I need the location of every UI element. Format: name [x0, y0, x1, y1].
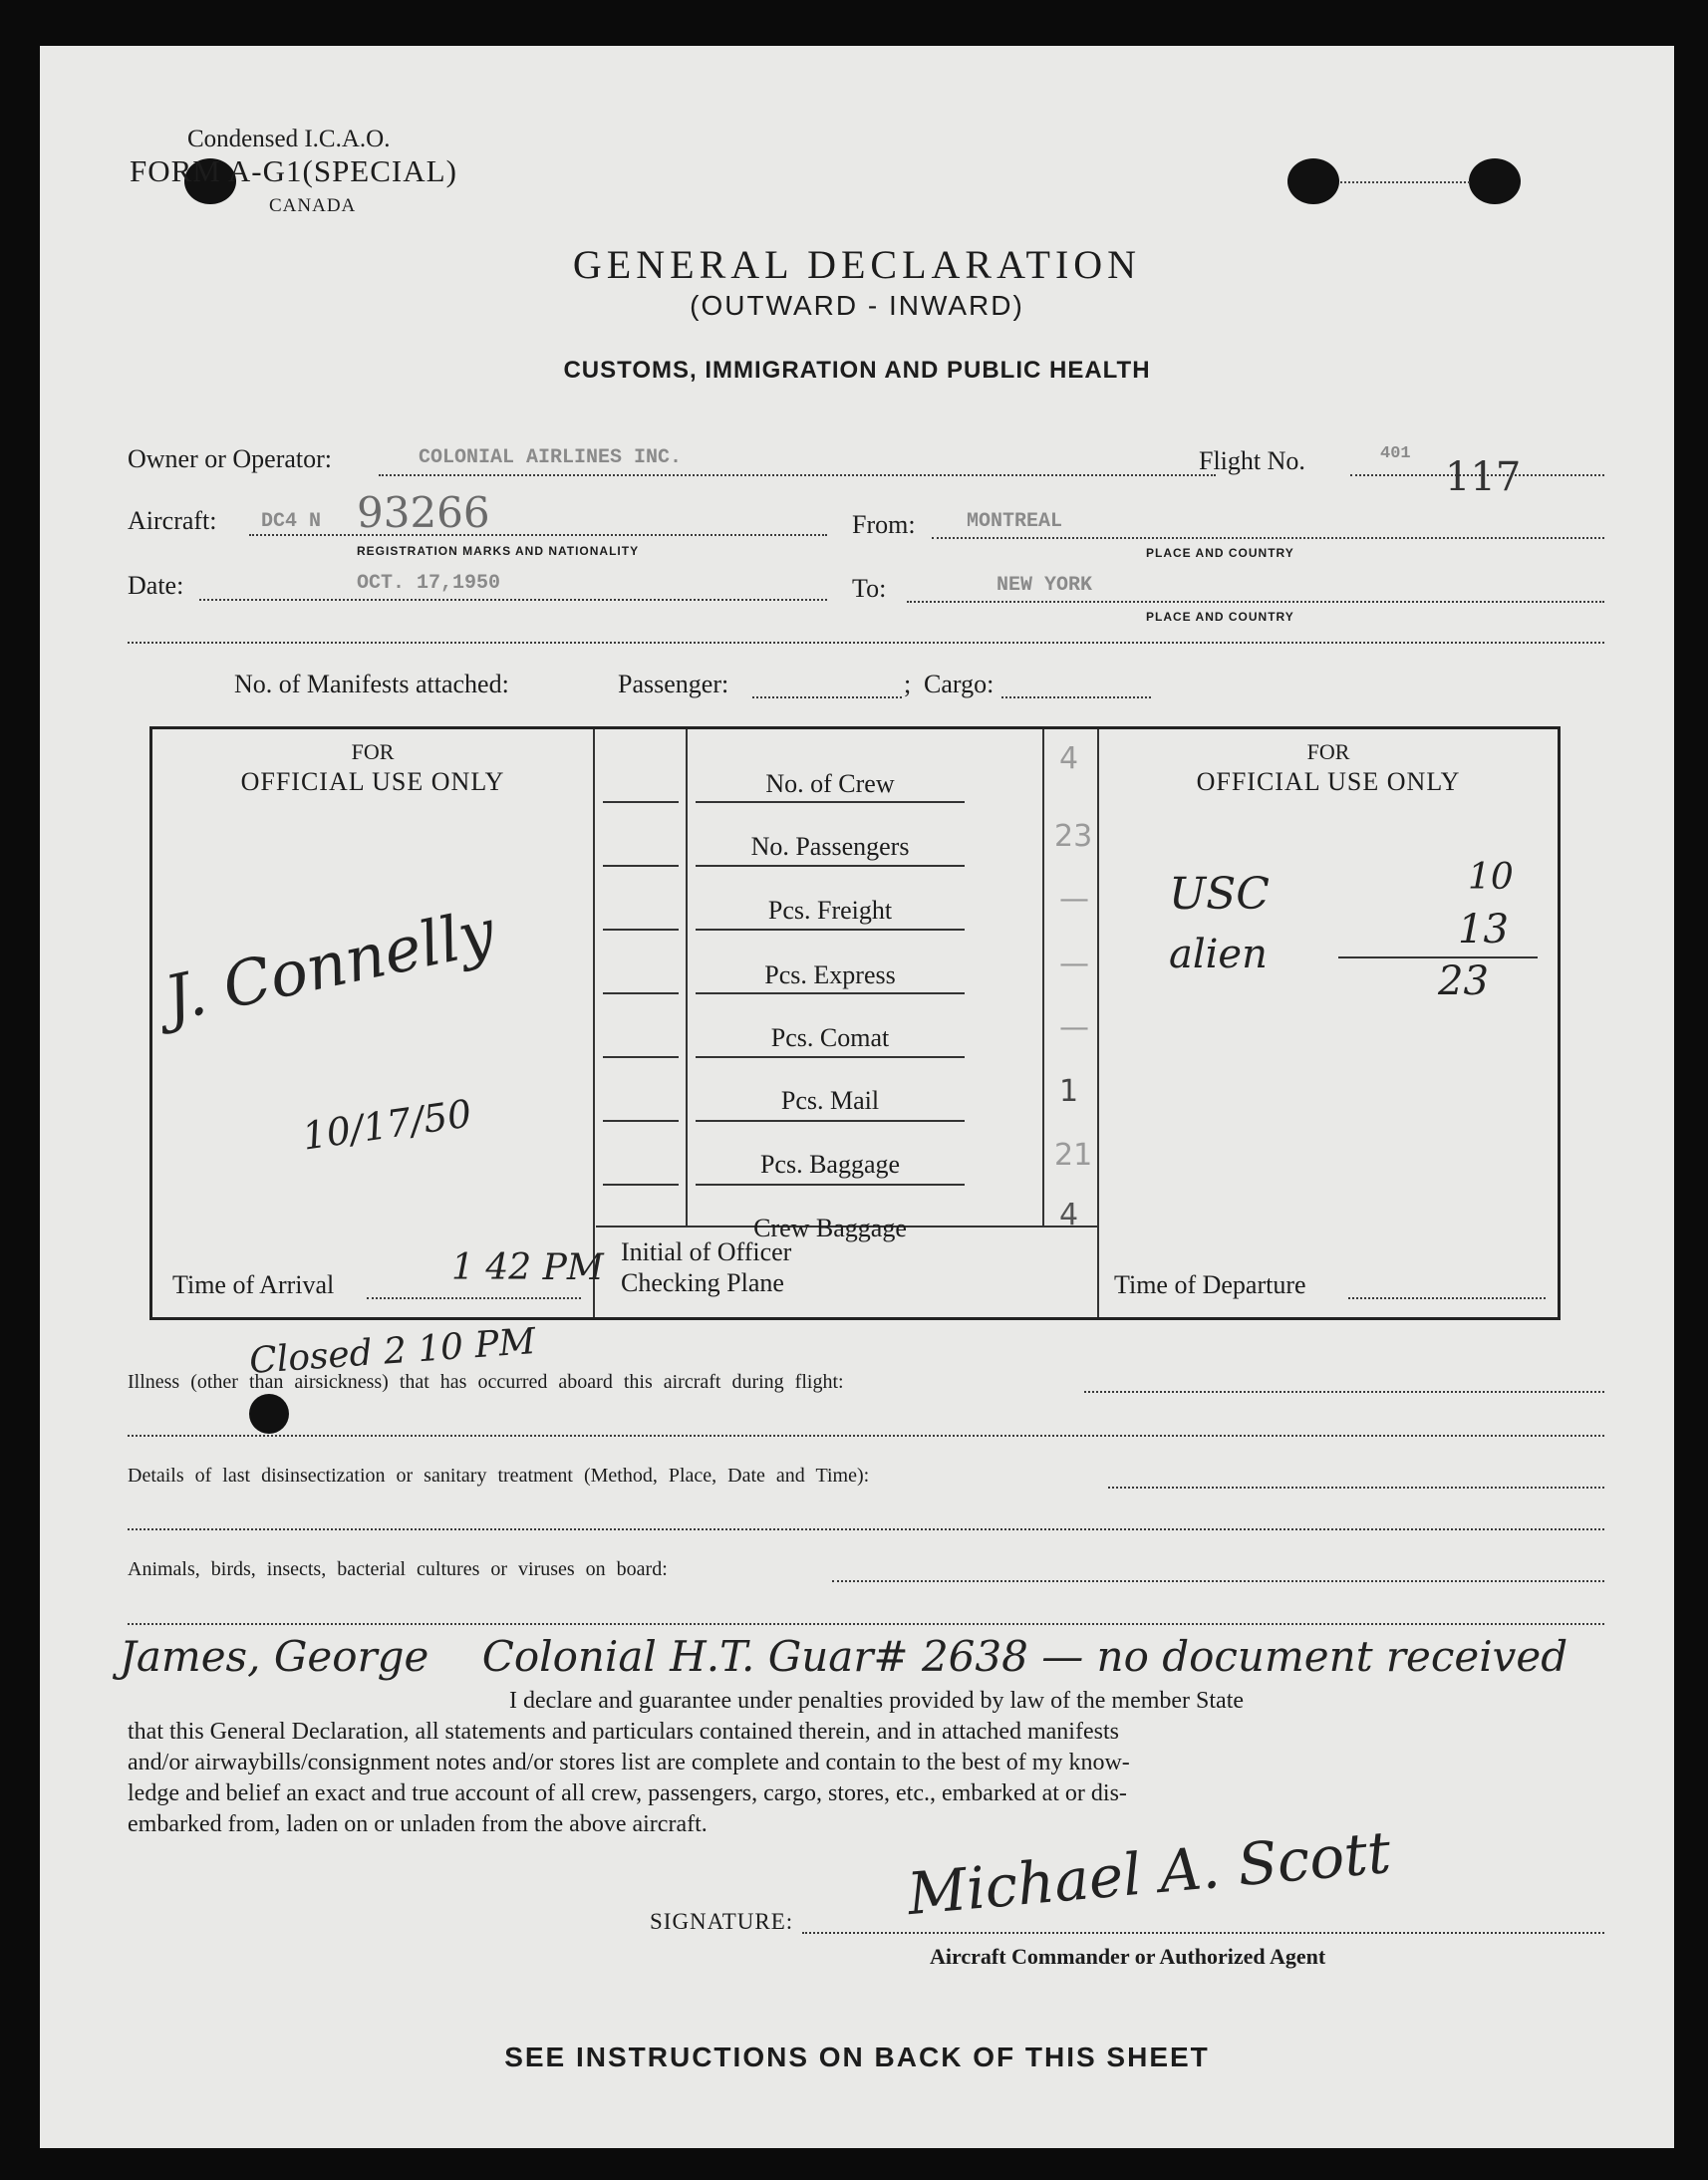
declaration-text — [128, 1686, 1604, 1840]
passenger-manifest-label: Passenger: — [618, 670, 729, 698]
from-label: From: — [852, 510, 916, 539]
time-departure-label: Time of Departure — [1114, 1270, 1306, 1299]
value-crew: 4 — [1059, 741, 1079, 776]
value-freight: — — [1059, 882, 1089, 917]
right-official-title-1: FOR — [1306, 739, 1350, 764]
flight-label: Flight No. — [1199, 446, 1305, 475]
row-label-comat: Pcs. Comat — [770, 1023, 890, 1052]
commander-signature: Michael A. Scott — [904, 1817, 1394, 1929]
row-label-express: Pcs. Express — [764, 960, 896, 989]
aircraft-handwritten: 93266 — [357, 488, 490, 537]
right-official-title-2: OFFICIAL USE ONLY — [1196, 767, 1461, 796]
left-official-title-1: FOR — [351, 739, 395, 764]
official-use-box — [149, 726, 1561, 1320]
row-label-baggage: Pcs. Baggage — [759, 1150, 901, 1179]
separator-line — [128, 642, 1604, 644]
form-line-2: FORM A-G1(SPECIAL) — [130, 153, 457, 188]
value-passengers: 23 — [1054, 819, 1093, 854]
top-right-rule — [1340, 181, 1470, 183]
flight-handwritten: 117 — [1445, 454, 1522, 500]
illness-line-1 — [1084, 1391, 1604, 1393]
illness-label: Illness (other than airsickness) that has occurred aboard this aircraft during flight: — [128, 1371, 844, 1393]
handwritten-note: James, George Colonial H.T. Guar# 2638 — no document received — [120, 1632, 1568, 1681]
from-value: MONTREAL — [967, 510, 1063, 533]
left-date: 10/17/50 — [299, 1091, 474, 1159]
disinsect-label: Details of last disinsectization or sanitary treatment (Method, Place, Date and Time): — [128, 1465, 870, 1487]
to-label: To: — [852, 574, 887, 603]
flight-typed: 401 — [1380, 444, 1411, 463]
date-line — [199, 599, 827, 601]
disinsect-line-2 — [128, 1528, 1604, 1530]
signature-caption: Aircraft Commander or Authorized Agent — [930, 1944, 1326, 1969]
initial-officer-label-1: Initial of Officer — [621, 1237, 792, 1266]
value-mail: 1 — [1059, 1074, 1079, 1109]
count-rows — [696, 729, 1044, 1242]
page-subtitle: (OUTWARD - INWARD) — [690, 290, 1024, 321]
manifest-separator: ; — [904, 670, 912, 698]
disinsect-line-1 — [1108, 1487, 1604, 1489]
row-label-crew-baggage: Crew Baggage — [753, 1214, 907, 1242]
time-arrival-value: 1 42 PM — [451, 1247, 604, 1288]
owner-label: Owner or Operator: — [128, 444, 333, 473]
declaration-line-2: that this General Declaration, all statements and particulars contained therein, and in attached manifests — [128, 1719, 1119, 1745]
declaration-line-5: embarked from, laden on or unladen from the above aircraft. — [128, 1811, 708, 1837]
punch-hole-3 — [1469, 158, 1521, 204]
row-label-mail: Pcs. Mail — [780, 1086, 880, 1115]
right-note-alien-label: alien — [1169, 932, 1268, 977]
cargo-manifest-label: Cargo: — [924, 670, 995, 698]
aircraft-label: Aircraft: — [128, 506, 217, 535]
form-line-1: Condensed I.C.A.O. — [187, 126, 391, 152]
value-express: — — [1059, 947, 1089, 981]
date-label: Date: — [128, 571, 184, 600]
right-note-usc-value: 10 — [1468, 857, 1514, 898]
manifests-label: No. of Manifests attached: — [234, 670, 509, 698]
value-comat: — — [1059, 1010, 1089, 1045]
left-signature: J. Connelly — [158, 894, 501, 1036]
from-line — [932, 537, 1604, 539]
time-arrival-line — [367, 1297, 581, 1299]
row-label-freight: Pcs. Freight — [767, 896, 893, 925]
aircraft-line — [249, 534, 827, 536]
owner-value: COLONIAL AIRLINES INC. — [419, 446, 683, 469]
illness-line-2 — [128, 1435, 1604, 1437]
row-label-passengers: No. Passengers — [750, 832, 910, 861]
signature-label: SIGNATURE: — [650, 1909, 794, 1934]
animals-line-2 — [128, 1623, 1604, 1625]
closed-note: Closed 2 10 PM — [247, 1321, 537, 1382]
left-official-title-2: OFFICIAL USE ONLY — [240, 767, 505, 796]
initial-officer-label-2: Checking Plane — [621, 1268, 784, 1297]
passenger-manifest-line — [752, 696, 902, 698]
to-caption: PLACE AND COUNTRY — [1146, 610, 1294, 624]
footer-instructions: SEE INSTRUCTIONS ON BACK OF THIS SHEET — [504, 2042, 1210, 2072]
punch-hole-2 — [1287, 158, 1339, 204]
signature-line — [802, 1932, 1604, 1934]
declaration-line-4: ledge and belief an exact and true account of all crew, passengers, cargo, stores, etc., embarked at or dis- — [128, 1780, 1127, 1806]
right-note-usc-label: USC — [1169, 869, 1270, 920]
services-line: CUSTOMS, IMMIGRATION AND PUBLIC HEALTH — [563, 357, 1151, 384]
to-value: NEW YORK — [996, 574, 1093, 597]
aircraft-typed: DC4 N — [261, 510, 322, 533]
row-label-crew: No. of Crew — [765, 769, 895, 798]
right-note-alien-value: 13 — [1458, 907, 1509, 953]
right-note-total: 23 — [1438, 958, 1489, 1004]
declaration-line-1: I declare and guarantee under penalties provided by law of the member State — [509, 1688, 1245, 1714]
punch-hole-4 — [249, 1394, 289, 1434]
animals-line-1 — [832, 1580, 1604, 1582]
animals-label: Animals, birds, insects, bacterial cultures or viruses on board: — [128, 1558, 668, 1580]
registration-caption: REGISTRATION MARKS AND NATIONALITY — [357, 544, 640, 558]
date-value: OCT. 17,1950 — [357, 572, 501, 595]
owner-line — [379, 474, 1216, 476]
cargo-manifest-line — [1001, 696, 1151, 698]
value-crew-baggage: 4 — [1059, 1198, 1079, 1232]
declaration-form — [40, 46, 1674, 2148]
time-departure-line — [1348, 1297, 1546, 1299]
declaration-line-3: and/or airwaybills/consignment notes and/or stores list are complete and contain to the best of my know- — [128, 1750, 1130, 1775]
from-caption: PLACE AND COUNTRY — [1146, 546, 1294, 560]
form-country: CANADA — [269, 195, 357, 216]
value-baggage: 21 — [1054, 1138, 1093, 1173]
time-arrival-label: Time of Arrival — [172, 1270, 335, 1299]
to-line — [907, 601, 1604, 603]
page-title: GENERAL DECLARATION — [572, 242, 1142, 287]
